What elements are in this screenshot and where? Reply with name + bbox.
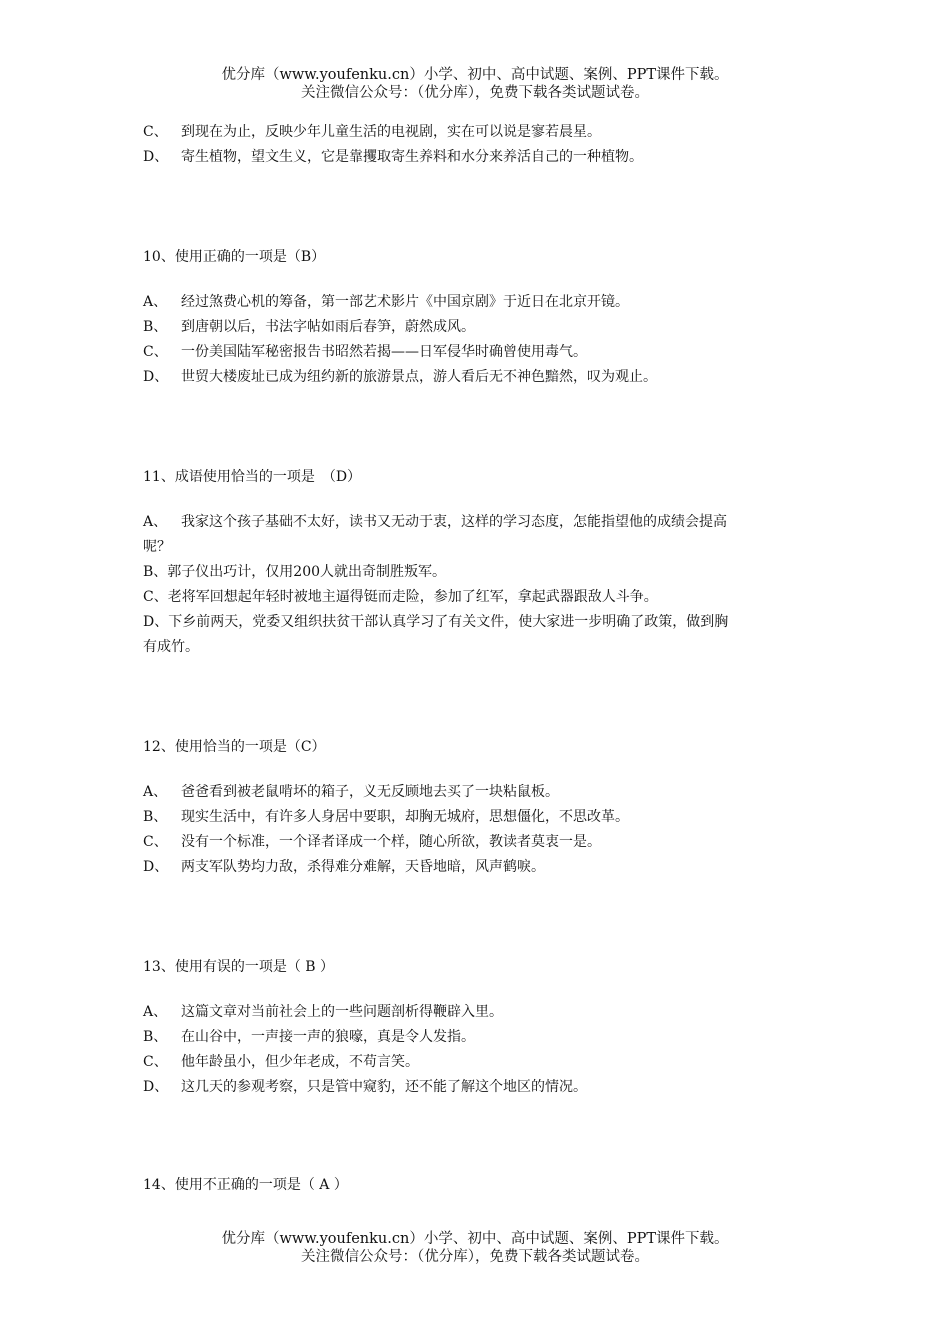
option-b xyxy=(143,315,813,340)
header-line-1: 优分库（www.youfenku.cn）小学、初中、高中试题、案例、PPT课件下载。 xyxy=(221,67,729,83)
option-text: 寄生植物，望文生义，它是靠攫取寄生养料和水分来养活自己的一种植物。 xyxy=(181,149,643,165)
question-title: 12、使用恰当的一项是（C） xyxy=(143,739,326,755)
option-text: 到现在为止，反映少年儿童生活的电视剧，实在可以说是寥若晨星。 xyxy=(181,124,601,140)
option-label: C、 xyxy=(143,1054,168,1070)
option-text: 世贸大楼废址已成为纽约新的旅游景点，游人看后无不神色黯然，叹为观止。 xyxy=(181,369,657,385)
question-9-tail xyxy=(143,120,813,170)
question-14 xyxy=(143,1173,813,1198)
option-b xyxy=(143,1025,813,1050)
option-a-continuation: 呢？ xyxy=(143,539,171,555)
option-text: 现实生活中，有许多人身居中要职，却胸无城府，思想僵化，不思改革。 xyxy=(181,809,629,825)
option-a xyxy=(143,290,813,315)
question-10 xyxy=(143,245,813,390)
footer-line-2: 关注微信公众号：（优分库），免费下载各类试题试卷。 xyxy=(301,1249,649,1265)
option-a xyxy=(143,780,813,805)
option-label: C、 xyxy=(143,124,168,140)
option-label: D、 xyxy=(143,1079,169,1095)
option-text: 没有一个标准，一个译者译成一个样，随心所欲，教读者莫衷一是。 xyxy=(181,834,601,850)
option-b: B、郭子仪出巧计，仅用200人就出奇制胜叛军。 xyxy=(143,564,447,580)
spacer xyxy=(143,170,813,245)
footer-line-1: 优分库（www.youfenku.cn）小学、初中、高中试题、案例、PPT课件下载。 xyxy=(221,1231,729,1247)
page-header xyxy=(0,66,950,102)
question-title: 11、成语使用恰当的一项是 （D） xyxy=(143,469,362,485)
option-text: 两支军队势均力敌，杀得难分难解，天昏地暗，风声鹤唳。 xyxy=(181,859,545,875)
question-title: 13、使用有误的一项是（ B ） xyxy=(143,959,335,975)
page-footer xyxy=(0,1230,950,1266)
question-title: 10、使用正确的一项是（B） xyxy=(143,249,326,265)
option-label: D、 xyxy=(143,369,169,385)
option-d xyxy=(143,365,813,390)
option-c: C、老将军回想起年轻时被地主逼得铤而走险，参加了红军，拿起武器跟敌人斗争。 xyxy=(143,589,658,605)
spacer xyxy=(143,1100,813,1173)
option-label: B、 xyxy=(143,809,168,825)
option-b xyxy=(143,805,813,830)
question-title: 14、使用不正确的一项是（ A ） xyxy=(143,1177,348,1193)
option-label: C、 xyxy=(143,834,168,850)
spacer xyxy=(143,660,813,735)
option-a xyxy=(143,1000,813,1025)
option-label: B、 xyxy=(143,1029,168,1045)
option-text: 一份美国陆军秘密报告书昭然若揭——日军侵华时确曾使用毒气。 xyxy=(181,344,587,360)
option-label: A、 xyxy=(143,514,168,530)
option-text: 这几天的参观考察，只是管中窥豹，还不能了解这个地区的情况。 xyxy=(181,1079,587,1095)
option-d xyxy=(143,855,813,880)
header-line-2: 关注微信公众号：（优分库），免费下载各类试题试卷。 xyxy=(301,85,649,101)
option-a xyxy=(143,510,813,535)
option-label: A、 xyxy=(143,784,168,800)
question-12 xyxy=(143,735,813,880)
question-13 xyxy=(143,955,813,1100)
option-d-line-2: 有成竹。 xyxy=(143,639,199,655)
option-d xyxy=(143,145,813,170)
option-text: 爸爸看到被老鼠啃坏的箱子，义无反顾地去买了一块粘鼠板。 xyxy=(181,784,559,800)
option-text: 经过煞费心机的筹备，第一部艺术影片《中国京剧》于近日在北京开镜。 xyxy=(181,294,629,310)
option-label: D、 xyxy=(143,149,169,165)
option-label: A、 xyxy=(143,294,168,310)
option-text-line-1: 我家这个孩子基础不太好，读书又无动于衷，这样的学习态度，怎能指望他的成绩会提高 xyxy=(181,514,727,530)
option-d xyxy=(143,1075,813,1100)
option-label: D、 xyxy=(143,859,169,875)
option-label: C、 xyxy=(143,344,168,360)
option-c xyxy=(143,830,813,855)
option-text: 在山谷中，一声接一声的狼嚎，真是令人发指。 xyxy=(181,1029,475,1045)
option-c xyxy=(143,120,813,145)
option-c xyxy=(143,1050,813,1075)
option-label: A、 xyxy=(143,1004,168,1020)
option-label: B、 xyxy=(143,319,168,335)
option-c xyxy=(143,340,813,365)
spacer xyxy=(143,880,813,955)
spacer xyxy=(143,390,813,465)
option-text: 这篇文章对当前社会上的一些问题剖析得鞭辟入里。 xyxy=(181,1004,503,1020)
question-11 xyxy=(143,465,813,660)
document-body xyxy=(143,120,813,1198)
option-text: 到唐朝以后，书法字帖如雨后春笋，蔚然成风。 xyxy=(181,319,475,335)
option-text: 他年龄虽小，但少年老成，不苟言笑。 xyxy=(181,1054,419,1070)
option-d-line-1: D、下乡前两天，党委又组织扶贫干部认真学习了有关文件，使大家进一步明确了政策，做到胸 xyxy=(143,614,729,630)
